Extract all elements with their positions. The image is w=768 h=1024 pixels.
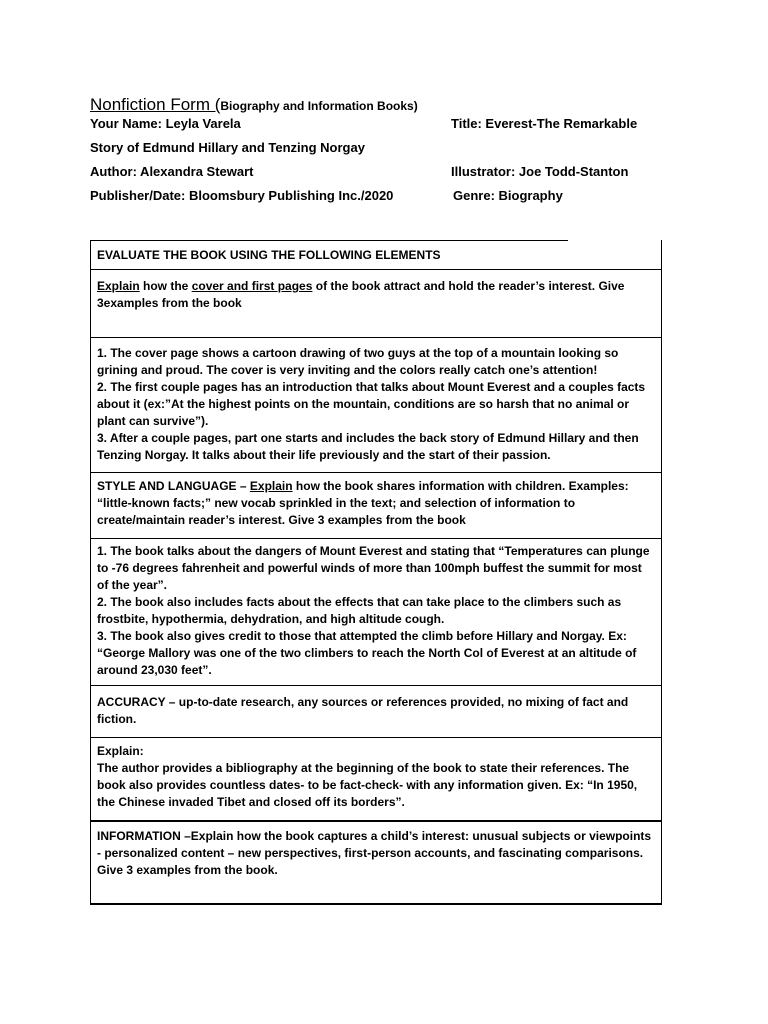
form-title-subtitle: Biography and Information Books) bbox=[220, 99, 418, 113]
cover-answer-2: 2. The first couple pages has an introduction that talks about Mount Everest and a couples facts about it (ex:”At the highest points on the mountain, conditions are so harsh that no animal or plant can survive”). bbox=[97, 380, 646, 428]
accuracy-answer-cell bbox=[90, 738, 662, 822]
accuracy-prompt-cell bbox=[90, 686, 662, 738]
evaluate-heading: EVALUATE THE BOOK USING THE FOLLOWING ELEMENTS bbox=[97, 248, 441, 262]
accuracy-prompt: ACCURACY – up-to-date research, any sources or references provided, no mixing of fact and fiction. bbox=[97, 695, 629, 726]
book-genre: Genre: Biography bbox=[453, 188, 563, 203]
cover-prompt-rest: of the book attract and hold the reader’s interest. Give 3examples from the book bbox=[97, 279, 625, 310]
style-prompt-rest: how the book shares information with children. Examples: “little-known facts;” new vocab sprinkled in the text; and selection of information to create/maintain reader’s interest. Give 3 examples from the book bbox=[97, 479, 629, 527]
book-title-line2: Story of Edmund Hillary and Tenzing Norgay bbox=[90, 140, 365, 155]
cover-answer-cell bbox=[90, 338, 662, 473]
information-prompt-examples: Give 3 examples from the book. bbox=[97, 863, 278, 877]
cover-prompt-cell bbox=[90, 270, 662, 338]
header-row-author bbox=[90, 164, 690, 188]
information-prompt: INFORMATION –Explain how the book captures a child’s interest: unusual subjects or viewpoints - personalized content – new perspectives, first-person accounts, and fascinating comparisons. bbox=[97, 829, 652, 860]
book-publisher: Publisher/Date: Bloomsbury Publishing Inc./2020 bbox=[90, 188, 394, 203]
cover-prompt-explain: Explain bbox=[97, 279, 140, 293]
style-answer-3: 3. The book also gives credit to those that attempted the climb before Hillary and Norgay. Ex: “George Mallory was one of the two climbers to reach the North Col of Everest at an altitude of around 23,030 feet”. bbox=[97, 629, 637, 677]
header-row-title bbox=[90, 140, 690, 164]
book-illustrator: Illustrator: Joe Todd-Stanton bbox=[451, 164, 629, 179]
style-answer-2: 2. The book also includes facts about the effects that can take place to the climbers such as frostbite, hypothermia, dehydration, and high altitude cough. bbox=[97, 595, 622, 626]
evaluate-heading-cell bbox=[90, 240, 662, 270]
cover-answer-1: 1. The cover page shows a cartoon drawing of two guys at the top of a mountain looking so grining and proud. The cover is very inviting and the colors really catch one’s attention! bbox=[97, 346, 619, 377]
accuracy-answer-text: The author provides a bibliography at the beginning of the book to state their references. The book also provides countless dates- to be fact-check- with any information given. Ex: “In 1950, the Chinese invaded Tibet and closed off its borders”. bbox=[97, 761, 638, 809]
information-prompt-cell bbox=[90, 822, 662, 905]
style-answer-cell bbox=[90, 539, 662, 686]
header-row-publisher bbox=[90, 188, 690, 212]
style-prompt-cell bbox=[90, 473, 662, 539]
style-prompt-lead: STYLE AND LANGUAGE – bbox=[97, 479, 250, 493]
accuracy-answer-label: Explain: bbox=[97, 744, 144, 758]
book-author: Author: Alexandra Stewart bbox=[90, 164, 254, 179]
student-name: Your Name: Leyla Varela bbox=[90, 116, 241, 131]
style-prompt-explain: Explain bbox=[249, 479, 293, 493]
style-answer-1: 1. The book talks about the dangers of Mount Everest and stating that “Temperatures can plunge to -76 degrees fahrenheit and powerful winds of more than 100mph buffest the summit for most of the year”. bbox=[97, 544, 650, 592]
header-row-name bbox=[90, 116, 690, 140]
cover-prompt-how: how the bbox=[139, 279, 192, 293]
cover-prompt-cover-pages: cover and first pages bbox=[191, 279, 313, 293]
form-header bbox=[90, 94, 690, 212]
form-title-main: Nonfiction Form ( bbox=[90, 95, 221, 114]
cover-answer-3: 3. After a couple pages, part one starts and includes the back story of Edmund Hillary and then Tenzing Norgay. It talks about their life previously and the start of their passion. bbox=[97, 431, 639, 462]
book-title-line1: Title: Everest-The Remarkable bbox=[451, 116, 638, 131]
form-title bbox=[90, 94, 690, 116]
